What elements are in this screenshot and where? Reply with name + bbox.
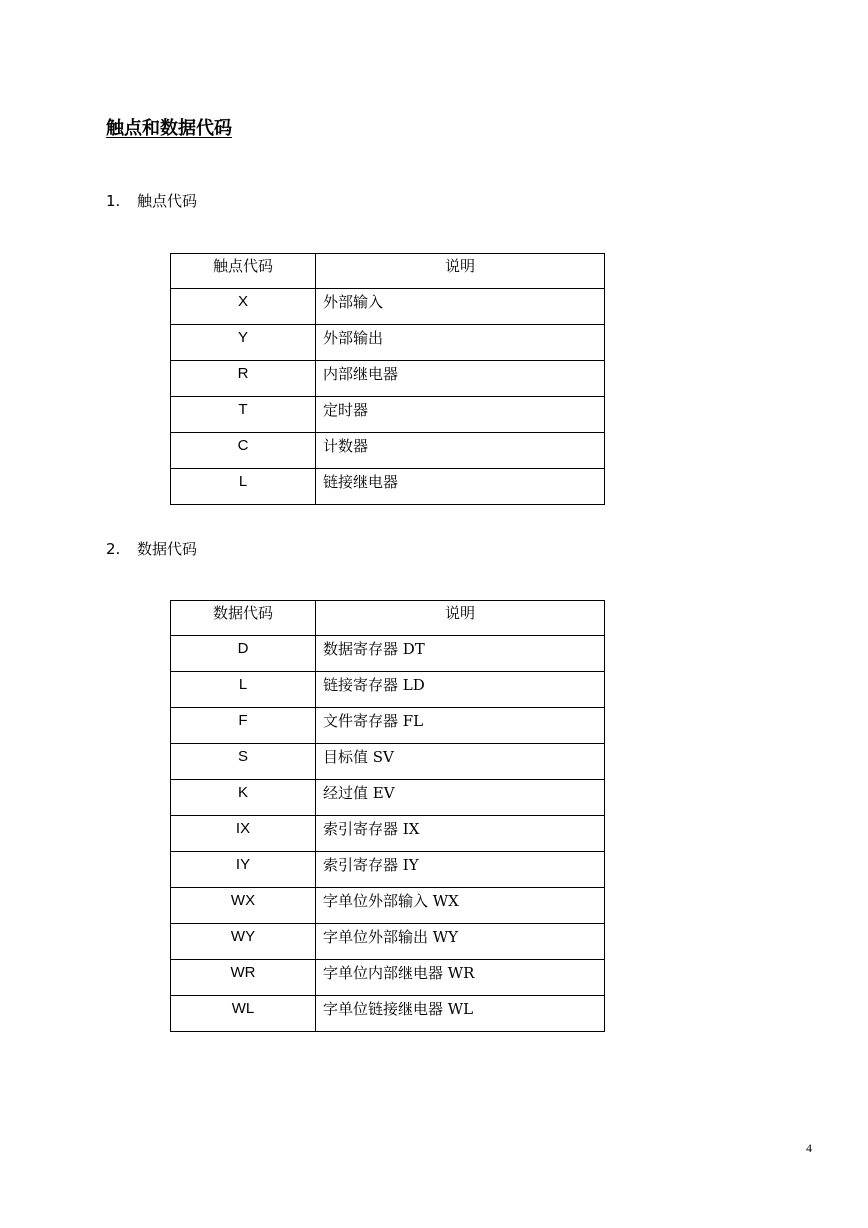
table-row	[171, 325, 605, 361]
description-cell: 索引寄存器 IY	[316, 852, 605, 888]
table-row	[171, 744, 605, 780]
section-heading-data-codes	[106, 538, 197, 560]
column-header-description: 说明	[316, 601, 605, 636]
column-header-code: 触点代码	[171, 254, 316, 289]
table-header-row	[171, 254, 605, 289]
table-row	[171, 361, 605, 397]
code-cell: D	[171, 636, 316, 672]
description-cell: 文件寄存器 FL	[316, 708, 605, 744]
description-cell: 索引寄存器 IX	[316, 816, 605, 852]
table-row	[171, 888, 605, 924]
table-row	[171, 960, 605, 996]
description-cell: 数据寄存器 DT	[316, 636, 605, 672]
description-cell: 链接继电器	[316, 469, 605, 505]
code-cell: WR	[171, 960, 316, 996]
table-row	[171, 852, 605, 888]
column-header-code: 数据代码	[171, 601, 316, 636]
code-cell: IY	[171, 852, 316, 888]
code-cell: K	[171, 780, 316, 816]
table-row	[171, 433, 605, 469]
data-code-table	[170, 600, 605, 1032]
code-cell: X	[171, 289, 316, 325]
table-row	[171, 672, 605, 708]
section-number: 2.	[106, 540, 121, 558]
code-cell: C	[171, 433, 316, 469]
code-cell: L	[171, 469, 316, 505]
code-cell: WY	[171, 924, 316, 960]
description-cell: 经过值 EV	[316, 780, 605, 816]
description-cell: 字单位内部继电器 WR	[316, 960, 605, 996]
description-cell: 定时器	[316, 397, 605, 433]
description-cell: 计数器	[316, 433, 605, 469]
contact-code-table	[170, 253, 605, 505]
table-row	[171, 289, 605, 325]
page-title: 触点和数据代码	[106, 118, 232, 139]
section-title: 触点代码	[137, 192, 198, 210]
description-cell: 字单位链接继电器 WL	[316, 996, 605, 1032]
code-cell: S	[171, 744, 316, 780]
code-cell: Y	[171, 325, 316, 361]
code-cell: F	[171, 708, 316, 744]
code-cell: T	[171, 397, 316, 433]
table-row	[171, 924, 605, 960]
table-row	[171, 397, 605, 433]
description-cell: 字单位外部输入 WX	[316, 888, 605, 924]
description-cell: 目标值 SV	[316, 744, 605, 780]
code-cell: R	[171, 361, 316, 397]
description-cell: 外部输出	[316, 325, 605, 361]
code-cell: L	[171, 672, 316, 708]
description-cell: 内部继电器	[316, 361, 605, 397]
description-cell: 外部输入	[316, 289, 605, 325]
column-header-description: 说明	[316, 254, 605, 289]
section-heading-contact-codes	[106, 190, 197, 212]
table-row	[171, 780, 605, 816]
page-number: 4	[806, 1141, 812, 1155]
section-number: 1.	[106, 192, 121, 210]
code-cell: WL	[171, 996, 316, 1032]
table-row	[171, 708, 605, 744]
description-cell: 链接寄存器 LD	[316, 672, 605, 708]
table-row	[171, 469, 605, 505]
table-row	[171, 816, 605, 852]
code-cell: IX	[171, 816, 316, 852]
table-header-row	[171, 601, 605, 636]
description-cell: 字单位外部输出 WY	[316, 924, 605, 960]
table-row	[171, 996, 605, 1032]
table-row	[171, 636, 605, 672]
section-title: 数据代码	[137, 540, 198, 558]
code-cell: WX	[171, 888, 316, 924]
